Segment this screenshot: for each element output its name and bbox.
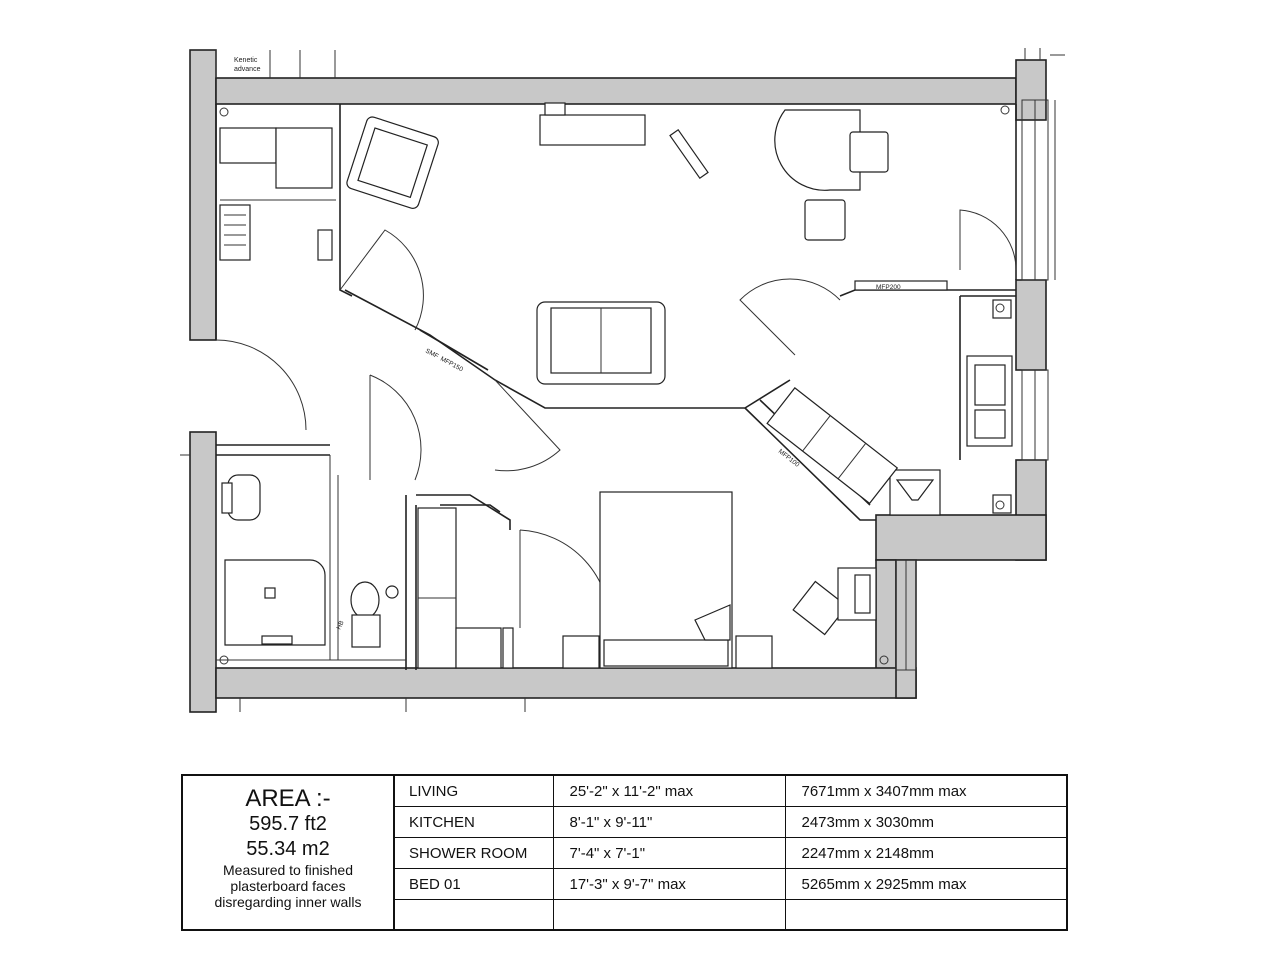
living-furniture [345,103,888,384]
area-summary [183,776,395,929]
area-ft2: 595.7 ft2 [249,813,327,835]
dining-table [775,110,888,240]
bed [600,492,732,668]
bedside-left [563,636,599,668]
room-imperial [553,900,785,931]
basin [228,475,260,520]
room-metric: 5265mm x 2925mm max [785,869,1066,900]
area-note-3: disregarding inner walls [214,894,362,910]
toilet [351,582,380,647]
room-metric: 2473mm x 3030mm [785,807,1066,838]
room-imperial: 7'-4" x 7'-1" [553,838,785,869]
area-note-1: Measured to finished [223,862,353,878]
shower-tray [225,560,325,645]
area-schedule [181,774,1068,931]
kenetic-label: Kenetic [234,57,258,64]
room-imperial: 25'-2" x 11'-2" max [553,776,785,807]
tag-mfp150: MFP150 [439,355,465,374]
area-title: AREA :- [245,785,331,812]
advance-label: advance [234,66,261,73]
area-m2: 55.34 m2 [246,838,330,860]
bedroom-furniture [563,492,876,668]
table-row [393,869,1066,900]
room-name: SHOWER ROOM [393,838,553,869]
tag-smf: SMF [424,347,440,361]
table-row [393,900,1066,931]
area-note-2: plasterboard faces [230,878,346,894]
room-name: BED 01 [393,869,553,900]
tag-mfp200: MFP200 [876,284,901,291]
tv-unit [540,115,645,145]
tag-mfp100: MFP100 [776,448,801,469]
room-name: KITCHEN [393,807,553,838]
room-name [393,900,553,931]
room-imperial: 17'-3" x 9'-7" max [553,869,785,900]
shower-room-fittings [216,455,406,660]
room-imperial: 8'-1" x 9'-11" [553,807,785,838]
side-table [670,130,708,178]
room-dimensions-table [393,776,1066,930]
room-metric [785,900,1066,931]
table-row [393,807,1066,838]
room-metric: 7671mm x 3407mm max [785,776,1066,807]
tag-hbt: HB [335,619,346,631]
kitchen-fittings [767,281,1012,515]
sofa [537,302,665,384]
table-row [393,838,1066,869]
armchair [345,115,440,210]
room-metric: 2247mm x 2148mm [785,838,1066,869]
room-name: LIVING [393,776,553,807]
table-row [393,776,1066,807]
bedside-right [736,636,772,668]
kenetic-note [216,48,1065,78]
